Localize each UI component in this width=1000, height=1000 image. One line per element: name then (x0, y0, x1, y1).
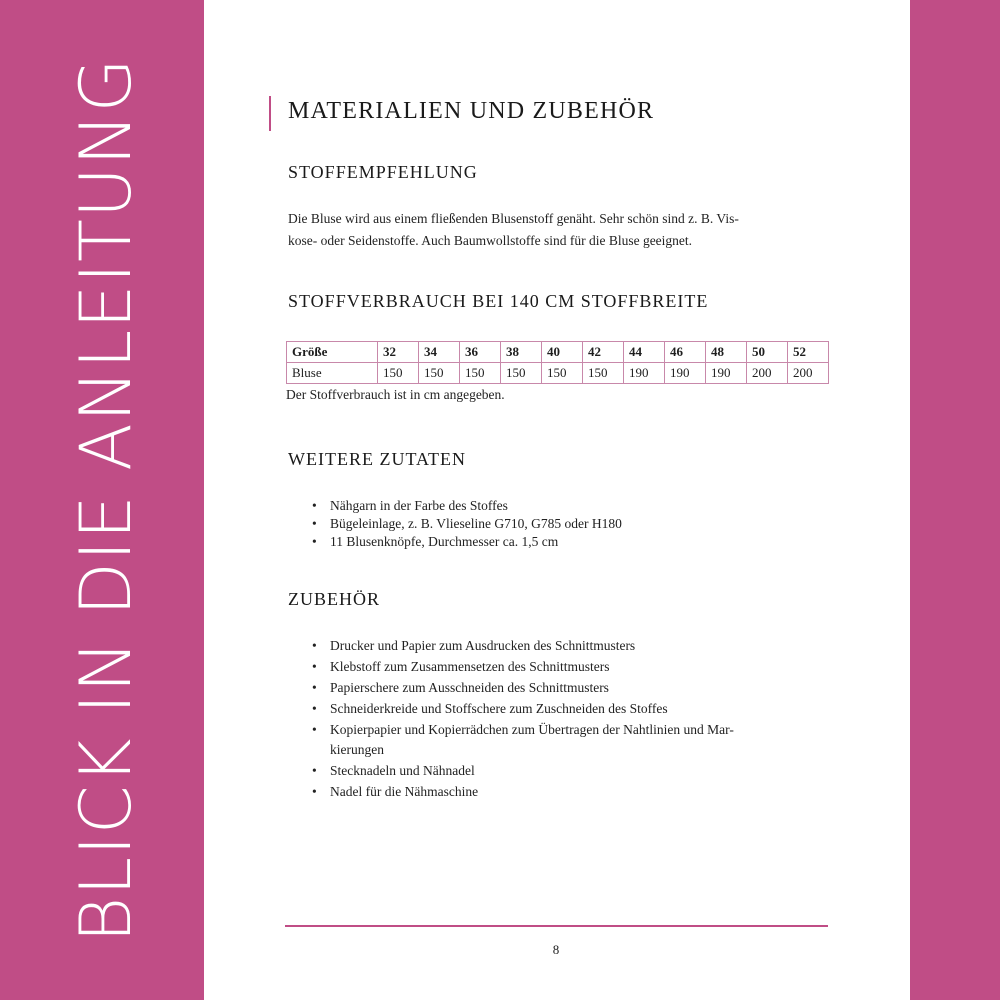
size-cell: 50 (747, 342, 788, 363)
left-color-band (0, 0, 204, 1000)
fabric-line-2: kose- oder Seidenstoffe. Auch Baumwollstoffe sind für die Bluse geeignet. (288, 233, 693, 248)
list-item: • Nähgarn in der Farbe des Stoffes (288, 497, 828, 515)
value-cell: 150 (583, 363, 624, 384)
list-item: • Drucker und Papier zum Ausdrucken des Schnittmusters (288, 636, 828, 656)
table-header-row (287, 342, 829, 363)
size-cell: 46 (665, 342, 706, 363)
list-item-line-2: kierungen (330, 742, 384, 757)
usage-heading: STOFFVERBRAUCH BEI 140 CM STOFFBREITE (288, 291, 709, 311)
value-cell: 200 (788, 363, 829, 384)
size-cell: 34 (419, 342, 460, 363)
list-item (288, 720, 828, 760)
value-cell: 150 (542, 363, 583, 384)
right-color-band (910, 0, 1000, 1000)
page-title: MATERIALIEN UND ZUBEHÖR (288, 98, 655, 124)
fabric-line-1: Die Bluse wird aus einem fließenden Blusenstoff genäht. Sehr schön sind z. B. Vis- (288, 211, 739, 226)
size-cell: 40 (542, 342, 583, 363)
row-label-cell: Bluse (287, 363, 378, 384)
page-number: 8 (552, 942, 560, 957)
value-cell: 150 (501, 363, 542, 384)
list-item: • Papierschere zum Ausschneiden des Schnittmusters (288, 678, 828, 698)
fabric-usage-table (286, 341, 829, 384)
table-row (287, 363, 829, 384)
footer-divider (285, 925, 828, 927)
size-cell: 42 (583, 342, 624, 363)
size-cell: 44 (624, 342, 665, 363)
usage-note: Der Stoffverbrauch ist in cm angegeben. (286, 387, 505, 402)
size-cell: 38 (501, 342, 542, 363)
list-item: • Nadel für die Nähmaschine (288, 782, 828, 802)
extras-heading: WEITERE ZUTATEN (288, 449, 467, 469)
size-header-cell: Größe (287, 342, 378, 363)
list-item-line-1: • Kopierpapier und Kopierrädchen zum Übertragen der Nahtlinien und Mar- (330, 722, 734, 737)
fabric-paragraph (288, 208, 818, 252)
accessories-heading: ZUBEHÖR (288, 589, 380, 609)
list-item: • Klebstoff zum Zusammensetzen des Schnittmusters (288, 657, 828, 677)
value-cell: 190 (665, 363, 706, 384)
list-item: • Bügeleinlage, z. B. Vlieseline G710, G785 oder H180 (288, 515, 828, 533)
accessories-list (288, 636, 828, 803)
value-cell: 150 (378, 363, 419, 384)
size-cell: 48 (706, 342, 747, 363)
value-cell: 190 (706, 363, 747, 384)
value-cell: 200 (747, 363, 788, 384)
value-cell: 150 (419, 363, 460, 384)
side-title: BLICK IN DIE ANLEITUNG (65, 57, 147, 943)
list-item: • Stecknadeln und Nähnadel (288, 761, 828, 781)
value-cell: 190 (624, 363, 665, 384)
value-cell: 150 (460, 363, 501, 384)
list-item: • 11 Blusenknöpfe, Durchmesser ca. 1,5 cm (288, 533, 828, 551)
size-cell: 52 (788, 342, 829, 363)
list-item: • Schneiderkreide und Stoffschere zum Zuschneiden des Stoffes (288, 699, 828, 719)
size-cell: 32 (378, 342, 419, 363)
heading-accent-bar (269, 96, 271, 131)
fabric-heading: STOFFEMPFEHLUNG (288, 162, 478, 182)
size-cell: 36 (460, 342, 501, 363)
extras-list (288, 497, 828, 551)
